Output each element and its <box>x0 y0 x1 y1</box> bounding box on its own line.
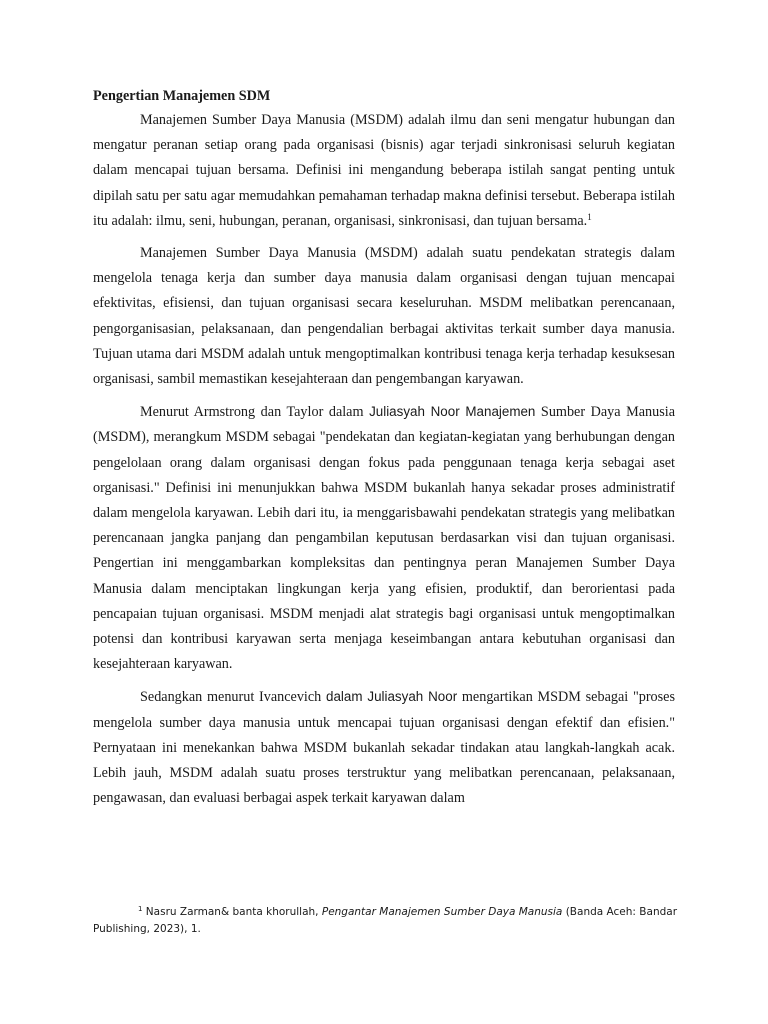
footnote-ref[interactable]: 1 <box>587 211 592 222</box>
paragraph-3-lead: Menurut Armstrong dan Taylor dalam <box>140 404 370 421</box>
footnote-publisher: (Banda Aceh: Bandar Publishing, 2023), 1. <box>93 906 678 935</box>
paragraph-1-text: Manajemen Sumber Daya Manusia (MSDM) adalah ilmu dan seni mengatur hubungan dan mengatur peranan setiap orang pada organisasi (bisnis) agar terjadi sinkronisasi seluruh kegiatan dalam mencapai tujuan bersama. Definisi ini mengandung beberapa istilah sangat penting untuk dipilah satu per satu agar memudahkan pemahaman terhadap makna definisi tersebut. Beberapa istilah itu adalah: ilmu, seni, hubungan, peranan, organisasi, sinkronisasi, dan tujuan bersama. <box>93 112 675 229</box>
paragraph-2: Manajemen Sumber Daya Manusia (MSDM) adalah suatu pendekatan strategis dalam mengelola tenaga kerja dan sumber daya manusia dalam organisasi dengan tujuan mencapai efektivitas, efisiensi, dan tujuan organisasi secara keseluruhan. MSDM melibatkan perencanaan, pengorganisasian, pelaksanaan, dan pengendalian berbagai aktivitas terkait sumber daya manusia. Tujuan utama dari MSDM adalah untuk mengoptimalkan kontribusi tenaga kerja terhadap kesuksesan organisasi, sambil memastikan kesejahteraan dan pengembangan karyawan. <box>93 245 675 388</box>
footnote-number: 1 <box>138 905 143 913</box>
footnote-indent <box>93 906 138 918</box>
paragraph-3-text: Sumber Daya Manusia (MSDM), merangkum MSDM sebagai "pendekatan dan kegiatan-kegiatan yang berhubungan dengan pengelolaan orang dalam organisasi dengan fokus pada penggunaan tenaga kerja sebagai aset organisasi." Definisi ini menunjukkan bahwa MSDM bukanlah hanya sekadar proses administratif dalam mengelola karyawan. Lebih dari itu, ia menggarisbawahi pendekatan strategis yang melibatkan perencanaan jangka panjang dan pengambilan keputusan berdasarkan visi dan tujuan organisasi. Pengertian ini menggambarkan kompleksitas dan pentingnya peran Manajemen Sumber Daya Manusia dalam menciptakan lingkungan kerja yang efisien, produktif, dan berorientasi pada pencapaian tujuan organisasi. MSDM menjadi alat strategis bagi organisasi untuk mengoptimalkan potensi dan kontribusi karyawan serta menjaga keseimbangan antara kebutuhan organisasi dan kesejahteraan karyawan. <box>93 404 675 673</box>
paragraph-4 <box>93 684 675 811</box>
paragraph-3 <box>93 399 675 677</box>
paragraph-4-cited-author: dalam Juliasyah Noor <box>326 689 458 705</box>
paragraph-4-lead: Sedangkan menurut Ivancevich <box>140 689 326 706</box>
paragraph-1 <box>93 108 675 234</box>
document-body <box>93 84 675 818</box>
paragraph-3-cited-author: Juliasyah Noor Manajemen <box>369 404 536 420</box>
footnote-book-title: Pengantar Manajemen Sumber Daya Manusia <box>321 906 563 918</box>
section-title: Pengertian Manajemen SDM <box>93 88 271 104</box>
footnote-author: Nasru Zarman& banta khorullah, <box>142 906 322 918</box>
footnote <box>93 904 683 938</box>
paragraph-4-text: mengartikan MSDM sebagai "proses mengelola sumber daya manusia untuk mencapai tujuan organisasi dengan efektif dan efisien." Pernyataan ini menekankan bahwa MSDM bukanlah sekadar tindakan atau langkah-langkah acak. Lebih jauh, MSDM adalah suatu proses terstruktur yang melibatkan perencanaan, pelaksanaan, pengawasan, dan evaluasi berbagai aspek terkait karyawan dalam <box>93 689 675 807</box>
